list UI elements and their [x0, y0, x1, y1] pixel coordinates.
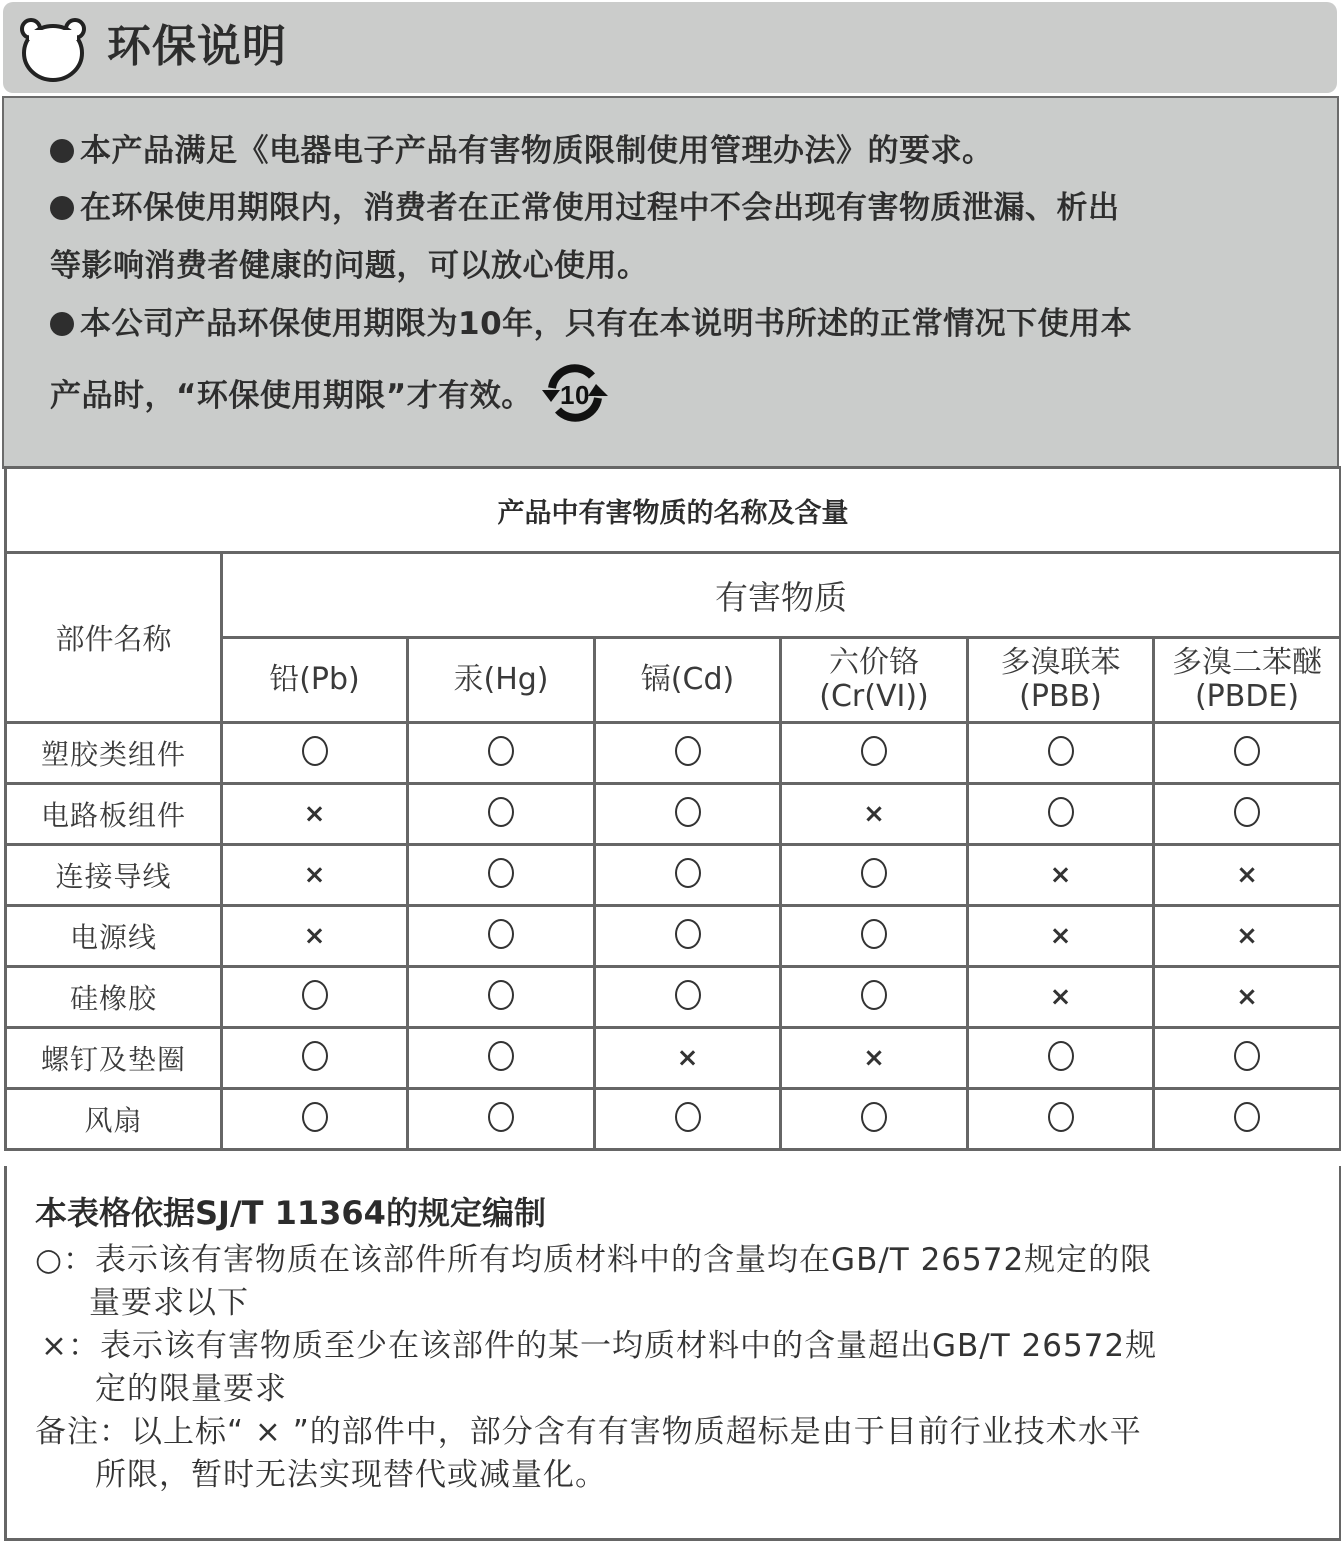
- compliance-cell: [595, 784, 781, 845]
- compliance-cell: [781, 906, 968, 967]
- legend-cross-line-2: 定的限量要求: [95, 1371, 287, 1407]
- efup-10-year-icon: [540, 362, 610, 424]
- compliance-cell: [968, 845, 1154, 906]
- circle-mark-icon: [675, 980, 701, 1010]
- notes-title: 本表格依据SJ/T 11364的规定编制: [35, 1194, 546, 1232]
- part-name: 电源线: [6, 906, 222, 967]
- cross-mark-icon: ×: [863, 799, 885, 829]
- compliance-cell: [408, 906, 595, 967]
- compliance-cell: [595, 1089, 781, 1150]
- compliance-cell: [595, 1028, 781, 1089]
- compliance-cell: [408, 967, 595, 1028]
- circle-mark-icon: [302, 1041, 328, 1071]
- table-body: [6, 723, 1341, 1150]
- compliance-cell: [222, 784, 408, 845]
- cross-mark-icon: ×: [1049, 921, 1072, 951]
- efup-years: 10: [560, 380, 591, 410]
- compliance-cell: [595, 906, 781, 967]
- info-text: 等影响消费者健康的问题，可以放心使用。: [50, 248, 649, 284]
- compliance-cell: [781, 1028, 968, 1089]
- table-row: [6, 1028, 1341, 1089]
- circle-mark-icon: [1234, 1041, 1260, 1071]
- remark-line-2: 所限，暂时无法实现替代或减量化。: [95, 1457, 607, 1493]
- circle-mark-icon: [675, 1102, 701, 1132]
- circle-mark-icon: [1234, 736, 1260, 766]
- compliance-cell: [222, 906, 408, 967]
- circle-mark-icon: [302, 736, 328, 766]
- table-row: [6, 784, 1341, 845]
- part-name: 螺钉及垫圈: [6, 1028, 222, 1089]
- substance-header: [968, 638, 1154, 723]
- cross-mark-icon: ×: [1236, 860, 1258, 890]
- table-header-row-1: [6, 553, 1341, 638]
- table-title-row: [6, 468, 1341, 553]
- substance-name: 多溴联苯: [1000, 645, 1121, 680]
- hazardous-substance-header: 有害物质: [222, 553, 1341, 638]
- info-text: 本公司产品环保使用期限为10年，只有在本说明书所述的正常情况下使用本: [80, 306, 1133, 342]
- bullet-icon: [50, 196, 74, 220]
- bear-head-icon: [19, 15, 87, 83]
- circle-mark-icon: [675, 858, 701, 888]
- compliance-cell: [781, 845, 968, 906]
- part-name: 硅橡胶: [6, 967, 222, 1028]
- info-line-4: [50, 304, 1132, 344]
- substance-name: 六价铬: [829, 645, 919, 680]
- part-name: 电路板组件: [6, 784, 222, 845]
- compliance-cell: [1154, 784, 1341, 845]
- info-line-1: [50, 131, 994, 171]
- substance-name: 镉(Cd): [640, 662, 735, 697]
- substance-header: [408, 638, 595, 723]
- compliance-cell: [408, 1028, 595, 1089]
- circle-mark-icon: [488, 1041, 514, 1071]
- legend-cross-line-1: ×：表示该有害物质至少在该部件的某一均质材料中的含量超出GB/T 26572规: [41, 1328, 1158, 1364]
- compliance-cell: [1154, 723, 1341, 784]
- compliance-cell: [781, 723, 968, 784]
- compliance-cell: [408, 845, 595, 906]
- section-header: [3, 2, 1337, 93]
- circle-mark-icon: [1048, 736, 1074, 766]
- compliance-cell: [595, 845, 781, 906]
- part-name: 风扇: [6, 1089, 222, 1150]
- part-name-header: 部件名称: [6, 553, 222, 723]
- circle-mark-icon: [861, 1102, 887, 1132]
- circle-mark-icon: [675, 736, 701, 766]
- substance-symbol: (PBDE): [1194, 679, 1300, 714]
- cross-mark-icon: ×: [1049, 860, 1072, 890]
- cross-mark-icon: ×: [1236, 982, 1258, 1012]
- circle-mark-icon: [488, 736, 514, 766]
- substance-name: 铅(Pb): [269, 662, 360, 697]
- circle-mark-icon: [675, 919, 701, 949]
- cross-mark-icon: ×: [676, 1043, 699, 1073]
- compliance-cell: [222, 845, 408, 906]
- circle-mark-icon: [1234, 797, 1260, 827]
- circle-mark-icon: [861, 919, 887, 949]
- info-line-5: [50, 362, 610, 424]
- table-row: [6, 906, 1341, 967]
- notes-box: [4, 1166, 1341, 1541]
- circle-mark-icon: [488, 919, 514, 949]
- substance-symbol: (Cr(VI)): [819, 679, 929, 714]
- compliance-cell: [1154, 1089, 1341, 1150]
- compliance-cell: [408, 723, 595, 784]
- circle-mark-icon: [861, 736, 887, 766]
- circle-mark-icon: [302, 980, 328, 1010]
- compliance-cell: [781, 967, 968, 1028]
- table-row: [6, 723, 1341, 784]
- info-line-3: [50, 246, 649, 286]
- compliance-cell: [1154, 906, 1341, 967]
- circle-mark-icon: [675, 797, 701, 827]
- compliance-cell: [781, 784, 968, 845]
- remark-line-1: 备注：以上标“ × ”的部件中，部分含有有害物质超标是由于目前行业技术水平: [35, 1414, 1142, 1450]
- substance-symbol: (PBB): [1019, 679, 1102, 714]
- substance-name: 多溴二苯醚: [1172, 645, 1323, 680]
- part-name: 连接导线: [6, 845, 222, 906]
- legend-circle-line-2: 量要求以下: [89, 1285, 249, 1321]
- compliance-cell: [222, 1089, 408, 1150]
- circle-mark-icon: [488, 797, 514, 827]
- substance-name: 汞(Hg): [453, 662, 549, 697]
- circle-mark-icon: [861, 858, 887, 888]
- compliance-cell: [408, 784, 595, 845]
- compliance-cell: [222, 967, 408, 1028]
- substance-header: [1154, 638, 1341, 723]
- table-row: [6, 967, 1341, 1028]
- circle-mark-icon: [1234, 1102, 1260, 1132]
- info-line-2: [50, 188, 1120, 228]
- cross-mark-icon: ×: [303, 860, 326, 890]
- info-text: 本产品满足《电器电子产品有害物质限制使用管理办法》的要求。: [80, 133, 994, 169]
- compliance-cell: [968, 723, 1154, 784]
- table-row: [6, 845, 1341, 906]
- compliance-cell: [968, 906, 1154, 967]
- table-row: [6, 1089, 1341, 1150]
- substance-header: [781, 638, 968, 723]
- compliance-cell: [781, 1089, 968, 1150]
- substance-header: [222, 638, 408, 723]
- circle-mark-icon: [1048, 797, 1074, 827]
- circle-mark-icon: [488, 1102, 514, 1132]
- circle-mark-icon: [488, 980, 514, 1010]
- bullet-icon: [50, 312, 74, 336]
- compliance-cell: [222, 723, 408, 784]
- compliance-cell: [408, 1089, 595, 1150]
- info-text: 在环保使用期限内，消费者在正常使用过程中不会出现有害物质泄漏、析出: [80, 190, 1120, 226]
- circle-mark-icon: [1048, 1102, 1074, 1132]
- circle-mark-icon: [1048, 1041, 1074, 1071]
- compliance-cell: [968, 1089, 1154, 1150]
- compliance-cell: [222, 1028, 408, 1089]
- compliance-cell: [595, 723, 781, 784]
- compliance-cell: [1154, 967, 1341, 1028]
- cross-mark-icon: ×: [1236, 921, 1258, 951]
- compliance-cell: [968, 1028, 1154, 1089]
- table-title: 产品中有害物质的名称及含量: [6, 468, 1341, 553]
- substance-header: [595, 638, 781, 723]
- cross-mark-icon: ×: [863, 1043, 885, 1073]
- circle-mark-icon: [302, 1102, 328, 1132]
- info-text: 产品时，“环保使用期限”才有效。: [50, 378, 533, 414]
- cross-mark-icon: ×: [1049, 982, 1072, 1012]
- part-name: 塑胶类组件: [6, 723, 222, 784]
- info-box: [2, 96, 1339, 469]
- compliance-cell: [595, 967, 781, 1028]
- bullet-icon: [50, 139, 74, 163]
- hazardous-substance-table: [4, 466, 1341, 1151]
- compliance-cell: [968, 784, 1154, 845]
- cross-mark-icon: ×: [303, 921, 326, 951]
- compliance-cell: [968, 967, 1154, 1028]
- legend-circle-line-1: ○：表示该有害物质在该部件所有均质材料中的含量均在GB/T 26572规定的限: [35, 1242, 1153, 1278]
- compliance-cell: [1154, 845, 1341, 906]
- circle-mark-icon: [861, 980, 887, 1010]
- page-title: 环保说明: [107, 21, 287, 72]
- cross-mark-icon: ×: [303, 799, 326, 829]
- circle-mark-icon: [488, 858, 514, 888]
- compliance-cell: [1154, 1028, 1341, 1089]
